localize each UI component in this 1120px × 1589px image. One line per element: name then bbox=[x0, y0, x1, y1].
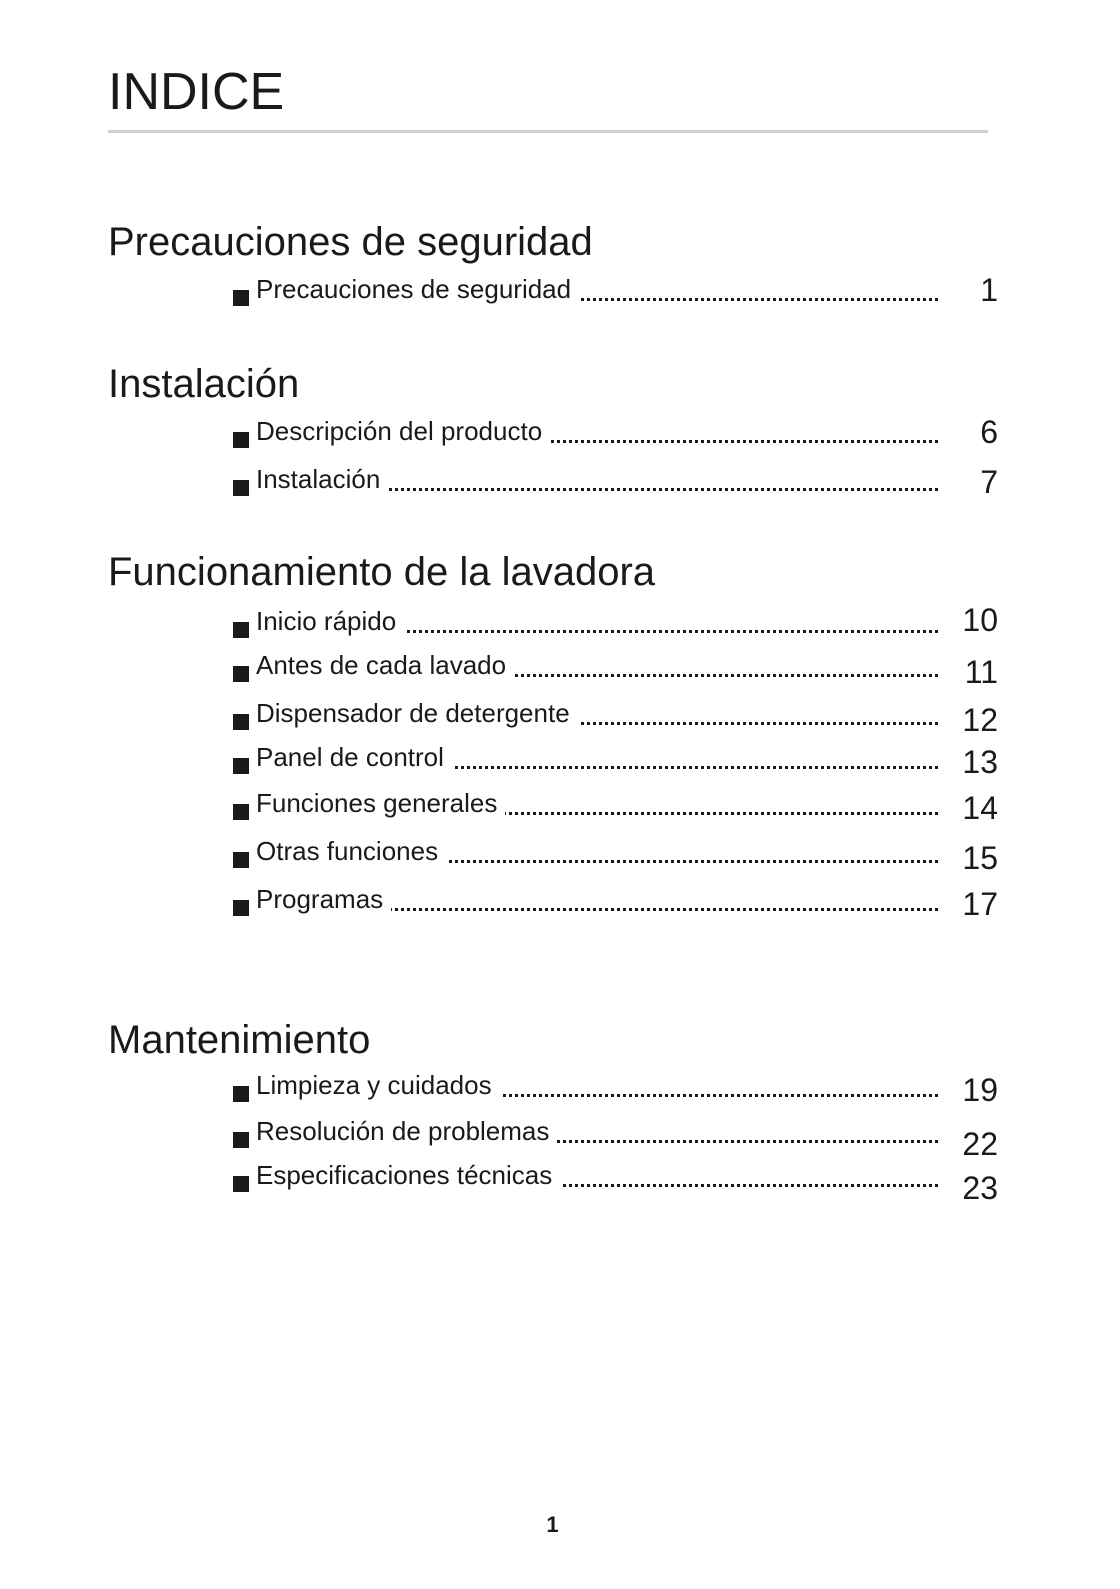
toc-entry[interactable] bbox=[108, 698, 1008, 752]
square-bullet-icon bbox=[233, 1176, 249, 1192]
square-bullet-icon bbox=[233, 1086, 249, 1102]
toc-entry-page: 7 bbox=[980, 464, 998, 500]
toc-section-instalacion bbox=[108, 360, 1008, 508]
toc-entry[interactable] bbox=[108, 836, 1008, 896]
toc-entry[interactable] bbox=[108, 650, 1008, 704]
square-bullet-icon bbox=[233, 758, 249, 774]
toc-entry-label: Antes de cada lavado bbox=[256, 650, 514, 680]
toc-entry[interactable] bbox=[108, 1160, 1008, 1218]
toc-entry[interactable] bbox=[108, 412, 1008, 460]
toc-entry-label: Precauciones de seguridad bbox=[256, 274, 579, 304]
page-title: INDICE bbox=[108, 63, 285, 121]
toc-entry-page: 14 bbox=[962, 790, 998, 826]
square-bullet-icon bbox=[233, 622, 249, 638]
toc-entry-page: 1 bbox=[980, 272, 998, 308]
toc-entry-label: Limpieza y cuidados bbox=[256, 1070, 500, 1100]
toc-entry-label: Funciones generales bbox=[256, 788, 505, 818]
toc-entry[interactable] bbox=[108, 602, 1008, 656]
square-bullet-icon bbox=[233, 290, 249, 306]
toc-entry-label: Inicio rápido bbox=[256, 606, 404, 636]
toc-section-funcionamiento bbox=[108, 548, 1008, 944]
toc-entry-page: 13 bbox=[962, 744, 998, 780]
toc-entry-label: Descripción del producto bbox=[256, 416, 550, 446]
toc-entry[interactable] bbox=[108, 460, 1008, 508]
square-bullet-icon bbox=[233, 714, 249, 730]
toc-entry-page: 11 bbox=[964, 654, 998, 690]
toc-entry-page: 19 bbox=[962, 1072, 998, 1108]
square-bullet-icon bbox=[233, 480, 249, 496]
toc-entry-page: 22 bbox=[962, 1126, 998, 1162]
toc-section-precauciones bbox=[108, 218, 1008, 318]
toc-entry-label: Dispensador de detergente bbox=[256, 698, 578, 728]
toc-list bbox=[108, 270, 1008, 318]
section-heading: Funcionamiento de la lavadora bbox=[108, 550, 656, 594]
square-bullet-icon bbox=[233, 804, 249, 820]
square-bullet-icon bbox=[233, 666, 249, 682]
toc-entry-page: 23 bbox=[962, 1170, 998, 1206]
page-number: 1 bbox=[546, 1512, 559, 1537]
toc-entry-page: 10 bbox=[962, 602, 998, 638]
toc-list bbox=[108, 1070, 1008, 1218]
section-heading: Mantenimiento bbox=[108, 1018, 371, 1062]
toc-entry-label: Panel de control bbox=[256, 742, 452, 772]
toc-entry[interactable] bbox=[108, 1070, 1008, 1122]
toc-entry-page: 17 bbox=[962, 886, 998, 922]
toc-entry-label: Resolución de problemas bbox=[256, 1116, 557, 1146]
toc-entry-page: 6 bbox=[980, 414, 998, 450]
toc-list bbox=[108, 412, 1008, 508]
square-bullet-icon bbox=[233, 1132, 249, 1148]
square-bullet-icon bbox=[233, 432, 249, 448]
square-bullet-icon bbox=[233, 900, 249, 916]
title-divider bbox=[108, 130, 988, 133]
toc-entry-page: 12 bbox=[962, 702, 998, 738]
toc-entry[interactable] bbox=[108, 270, 1008, 318]
toc-entry[interactable] bbox=[108, 742, 1008, 800]
toc-entry[interactable] bbox=[108, 884, 1008, 944]
toc-list bbox=[108, 602, 1008, 944]
toc-entry[interactable] bbox=[108, 788, 1008, 848]
toc-entry-label: Programas bbox=[256, 884, 391, 914]
section-heading: Instalación bbox=[108, 362, 300, 406]
toc-entry-label: Especificaciones técnicas bbox=[256, 1160, 560, 1190]
section-heading: Precauciones de seguridad bbox=[108, 220, 593, 264]
toc-section-mantenimiento bbox=[108, 1016, 1008, 1218]
toc-entry-label: Otras funciones bbox=[256, 836, 446, 866]
toc-entry-page: 15 bbox=[962, 840, 998, 876]
toc-entry-label: Instalación bbox=[256, 464, 388, 494]
square-bullet-icon bbox=[233, 852, 249, 868]
